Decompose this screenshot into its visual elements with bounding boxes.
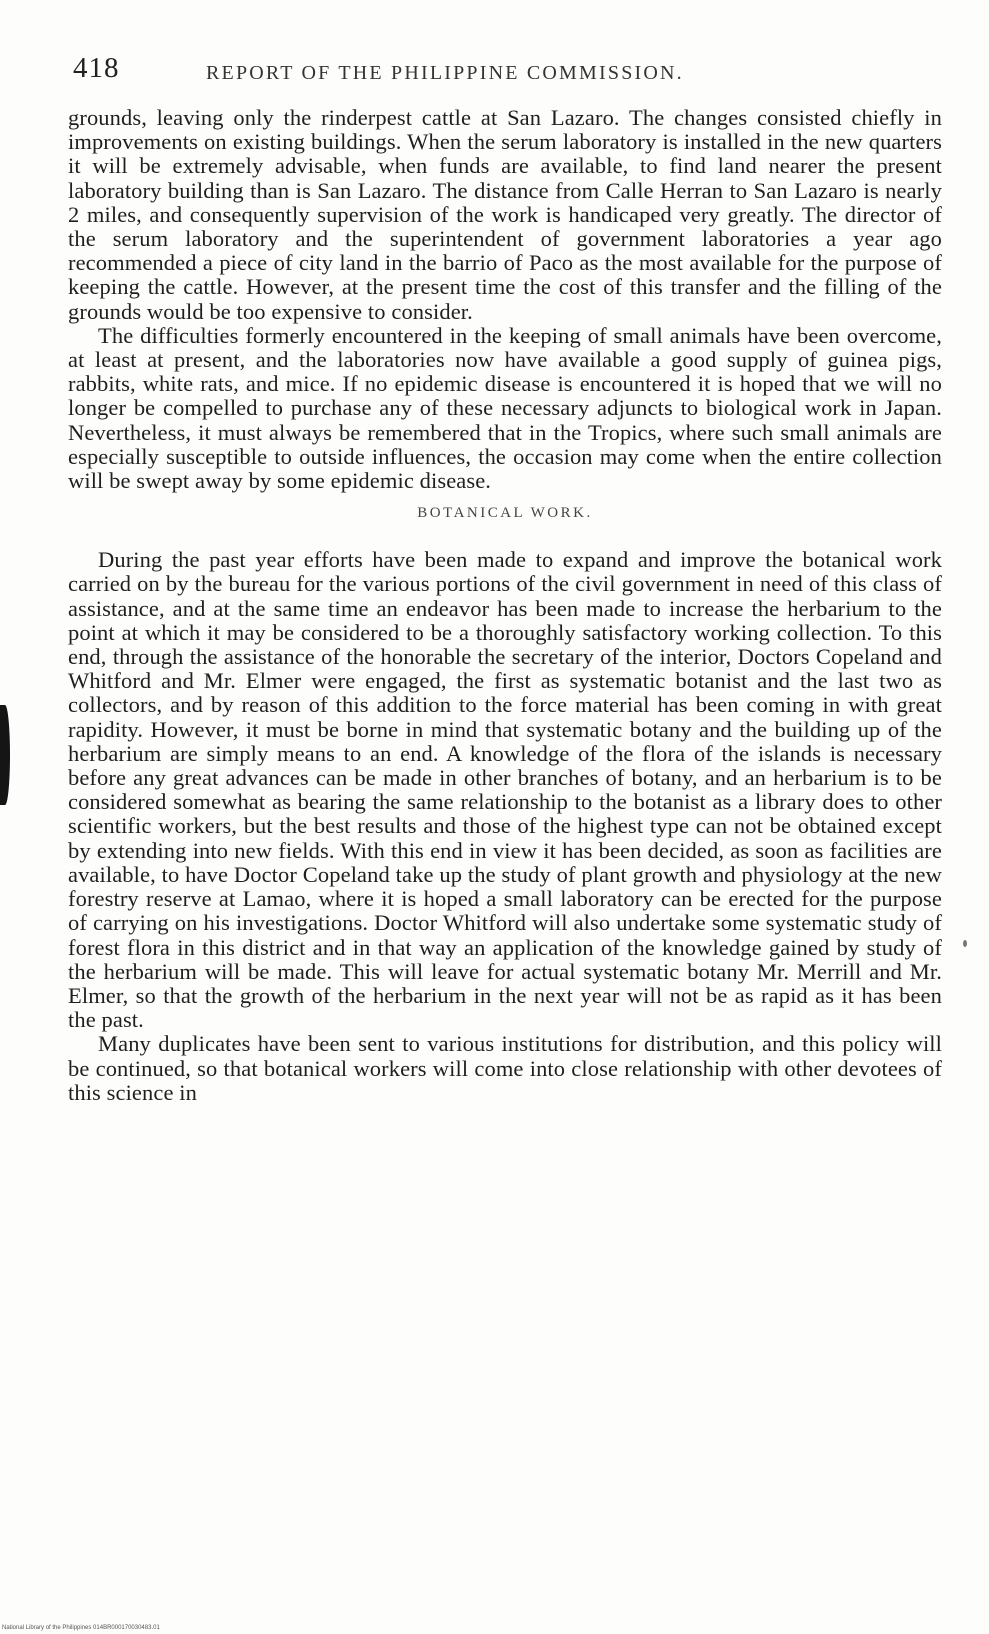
binding-shadow	[0, 705, 10, 805]
section-heading: BOTANICAL WORK.	[417, 505, 593, 522]
page-number: 418	[73, 52, 120, 84]
page-header	[68, 46, 942, 96]
library-credit: National Library of the Philippines 014BR000170030483.01	[2, 1625, 160, 1631]
page-content	[68, 38, 942, 1598]
paragraph-continued: grounds, leaving only the rinderpest cattle at San Lazaro. The changes consisted chiefly in improvements on existing buildings. When the serum laboratory is installed in the new quarters it will be extremely advisable, when funds are available, to find land nearer the present laboratory building than is San Lazaro. The distance from Calle Herran to San Lazaro is nearly 2 miles, and consequently supervision of the work is handicaped very greatly. The director of the serum laboratory and the superintendent of government laboratories a year ago recommended a piece of city land in the barrio of Paco as the most available for the purpose of keeping the cattle. However, at the present time the cost of this transfer and the filling of the grounds would be too expensive to consider.	[68, 105, 942, 324]
paragraph-botanical-work: During the past year efforts have been made to expand and improve the botanical work carried on by the bureau for the various portions of the civil government in need of this class of assistance, and at the same time an endeavor has been made to increase the herbarium to the point at which it may be considered to be a thoroughly satisfactory working collection. To this end, through the assistance of the honorable the secretary of the interior, Doctors Copeland and Whitford and Mr. Elmer were engaged, the first as systematic botanist and the last two as collectors, and by reason of this addition to the force material has been coming in with great rapidity. However, it must be borne in mind that systematic botany and the building up of the herbarium are simply means to an end. A knowledge of the flora of the islands is necessary before any great advances can be made in other branches of botany, and an herbarium is to be considered somewhat as bearing the same relationship to the botanist as a library does to other scientific workers, but the best results and those of the highest type can not be obtained except by extending into new fields. With this end in view it has been decided, as soon as facilities are available, to have Doctor Copeland take up the study of plant growth and physiology at the new forestry reserve at Lamao, where it is hoped a small laboratory can be erected for the purpose of carrying on his investigations. Doctor Whitford will also undertake some systematic study of forest flora in this district and in that way an application of the knowledge gained by study of the herbarium will be made. This will leave for actual systematic botany Mr. Merrill and Mr. Elmer, so that the growth of the herbarium in the next year will not be as rapid as it has been the past.	[68, 547, 942, 1033]
paragraph-duplicates: Many duplicates have been sent to various institutions for distribution, and this policy will be continued, so that botanical workers will come into close relationship with other devotees of this science in	[68, 1031, 942, 1105]
running-head: REPORT OF THE PHILIPPINE COMMISSION.	[206, 62, 684, 84]
scan-speck	[963, 940, 967, 947]
paragraph-small-animals: The difficulties formerly encountered in the keeping of small animals have been overcome, at least at present, and the laboratories now have available a good supply of guinea pigs, rabbits, white rats, and mice. If no epidemic disease is encountered it is hoped that we will no longer be compelled to purchase any of these necessary adjuncts to biological work in Japan. Nevertheless, it must always be remembered that in the Tropics, where such small animals are especially susceptible to outside influences, the occasion may come when the entire collection will be swept away by some epidemic disease.	[68, 322, 942, 494]
